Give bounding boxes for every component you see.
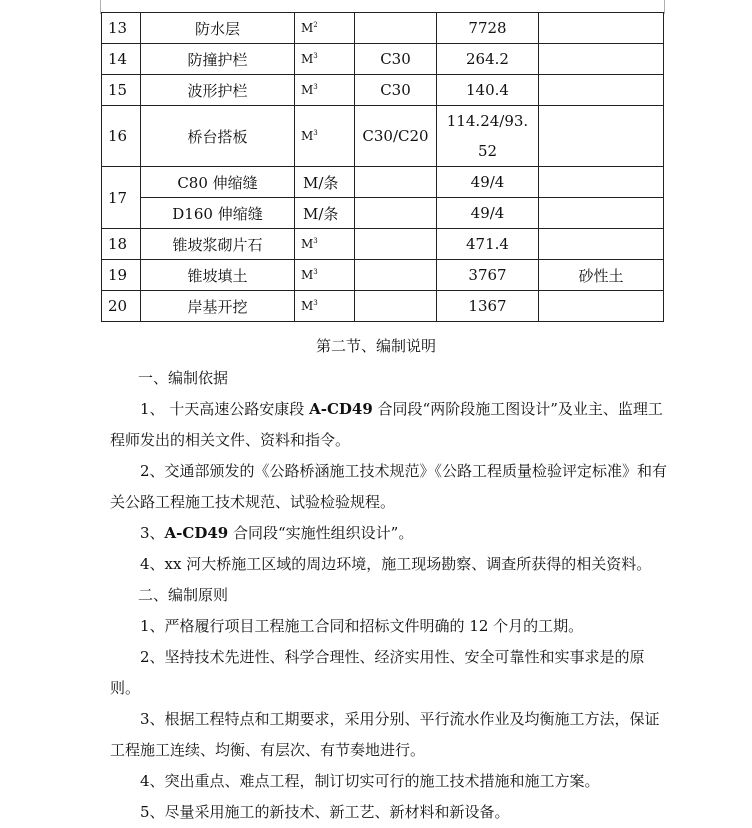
principles-item-3: 3、根据工程特点和工期要求，采用分别、平行流水作业及均衡施工方法，保证工程施工连续、均衡、有层次、有节奏地进行。 [110, 710, 660, 759]
cell-note [539, 75, 664, 106]
table-row [102, 198, 664, 229]
cell-name: 岸基开挖 [141, 291, 295, 322]
cell-unit: $M^3$ [295, 75, 355, 106]
principles-item-1: 1、严格履行项目工程施工合同和招标文件明确的 12 个月的工期。 [140, 617, 584, 635]
cell-qty: 1367 [437, 291, 539, 322]
basis-item-1: 1、 十天高速公路安康段 A-CD49 合同段“两阶段施工图设计”及业主、监理工程师发出的相关文件、资料和指令。 [110, 400, 663, 449]
table-row [102, 167, 664, 198]
principles-item-2: 2、坚持技术先进性、科学合理性、经济实用性、安全可靠性和实事求是的原则。 [110, 648, 645, 697]
section-title: 第二节、编制说明 [315, 337, 436, 355]
cell-no: 19 [102, 260, 141, 291]
basis-heading: 一、编制依据 [138, 369, 229, 387]
quantity-table [101, 12, 664, 322]
basis-item-3: 3、A-CD49 合同段“实施性组织设计”。 [140, 524, 414, 542]
cell-name: 波形护栏 [141, 75, 295, 106]
table-row [102, 106, 664, 167]
cell-no: 14 [102, 44, 141, 75]
cell-unit: $M^2$ [295, 13, 355, 44]
cell-qty: 114.24/93. 52 [437, 106, 539, 167]
basis-item-4: 4、xx 河大桥施工区域的周边环境，施工现场勘察、调查所获得的相关资料。 [140, 555, 652, 573]
cell-no: 15 [102, 75, 141, 106]
cell-note [539, 198, 664, 229]
cell-unit: $M^3$ [295, 106, 355, 167]
cell-qty: 49/4 [437, 167, 539, 198]
cell-name: 锥坡浆砌片石 [141, 229, 295, 260]
cell-name: 锥坡填土 [141, 260, 295, 291]
page-corner-mark-left [86, 0, 101, 14]
table-row [102, 13, 664, 44]
cell-grade [355, 198, 437, 229]
table-row [102, 229, 664, 260]
page-corner-mark-right [664, 0, 679, 14]
cell-name: 防撞护栏 [141, 44, 295, 75]
principles-item-5: 5、尽量采用施工的新技术、新工艺、新材料和新设备。 [140, 803, 510, 821]
cell-name: C80 伸缩缝 [141, 167, 295, 198]
cell-note: 砂性土 [539, 260, 664, 291]
table-row [102, 291, 664, 322]
cell-grade [355, 229, 437, 260]
cell-qty: 140.4 [437, 75, 539, 106]
cell-unit: $M^3$ [295, 291, 355, 322]
cell-unit: $M^3$ [295, 260, 355, 291]
cell-unit: M/条 [295, 198, 355, 229]
cell-unit: M/条 [295, 167, 355, 198]
cell-qty: 264.2 [437, 44, 539, 75]
principles-item-4: 4、突出重点、难点工程，制订切实可行的施工技术措施和施工方案。 [140, 772, 600, 790]
cell-grade [355, 13, 437, 44]
cell-grade [355, 167, 437, 198]
cell-qty: 471.4 [437, 229, 539, 260]
cell-no: 13 [102, 13, 141, 44]
cell-note [539, 13, 664, 44]
cell-note [539, 229, 664, 260]
table-row [102, 75, 664, 106]
cell-qty: 3767 [437, 260, 539, 291]
basis-item-2: 2、交通部颁发的《公路桥涵施工技术规范》《公路工程质量检验评定标准》和有关公路工程施工技术规范、试验检验规程。 [110, 462, 668, 511]
principles-heading: 二、编制原则 [138, 586, 229, 604]
cell-name: D160 伸缩缝 [141, 198, 295, 229]
cell-qty: 49/4 [437, 198, 539, 229]
cell-no: 20 [102, 291, 141, 322]
cell-no: 18 [102, 229, 141, 260]
table-row [102, 44, 664, 75]
cell-grade [355, 260, 437, 291]
document-body [110, 363, 670, 828]
cell-grade: C30 [355, 44, 437, 75]
cell-note [539, 167, 664, 198]
cell-no: 17 [102, 167, 141, 229]
cell-name: 桥台搭板 [141, 106, 295, 167]
cell-grade: C30 [355, 75, 437, 106]
cell-name: 防水层 [141, 13, 295, 44]
cell-note [539, 44, 664, 75]
cell-note [539, 106, 664, 167]
cell-unit: $M^3$ [295, 229, 355, 260]
cell-qty: 7728 [437, 13, 539, 44]
cell-unit: $M^3$ [295, 44, 355, 75]
cell-no: 16 [102, 106, 141, 167]
cell-note [539, 291, 664, 322]
cell-grade: C30/C20 [355, 106, 437, 167]
table-row [102, 260, 664, 291]
cell-grade [355, 291, 437, 322]
